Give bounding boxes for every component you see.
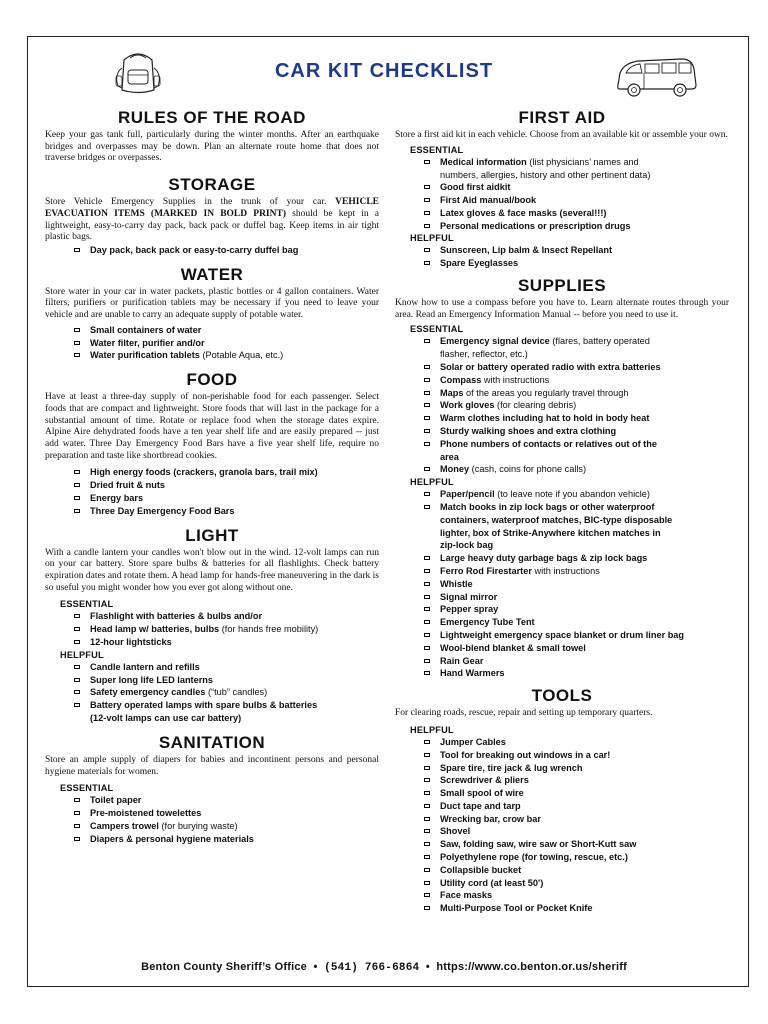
light-helpful-list — [45, 661, 379, 725]
checkbox-icon[interactable] — [424, 595, 430, 599]
checkbox-icon[interactable] — [74, 837, 80, 841]
list-item: Lightweight emergency space blanket or drum liner bag — [395, 629, 729, 642]
list-item: Energy bars — [45, 492, 379, 505]
essential-label: ESSENTIAL — [60, 599, 114, 610]
checkbox-icon[interactable] — [74, 640, 80, 644]
checkbox-icon[interactable] — [424, 416, 430, 420]
checkbox-icon[interactable] — [74, 341, 80, 345]
checkbox-icon[interactable] — [74, 509, 80, 513]
list-item-continuation: (12-volt lamps can use car battery) — [90, 713, 242, 724]
checkbox-icon[interactable] — [424, 505, 430, 509]
list-item: Rain Gear — [395, 655, 729, 668]
list-item: Face masks — [395, 889, 729, 902]
list-item: Water filter, purifier and/or — [45, 337, 379, 350]
checkbox-icon[interactable] — [424, 442, 430, 446]
list-item: Money (cash, coins for phone calls) — [395, 463, 729, 476]
list-item: Whistle — [395, 578, 729, 591]
checkbox-icon[interactable] — [424, 365, 430, 369]
section-heading-supplies: SUPPLIES — [517, 276, 607, 296]
checkbox-icon[interactable] — [424, 160, 430, 164]
list-item: Diapers & personal hygiene materials — [45, 833, 379, 846]
list-item: Super long life LED lanterns — [45, 674, 379, 687]
section-heading-light: LIGHT — [185, 525, 239, 545]
list-item: Spare tire, tire jack & lug wrench — [395, 762, 729, 775]
checkbox-icon[interactable] — [74, 483, 80, 487]
checkbox-icon[interactable] — [424, 817, 430, 821]
checkbox-icon[interactable] — [424, 842, 430, 846]
checkbox-icon[interactable] — [74, 678, 80, 682]
list-item: Dried fruit & nuts — [45, 479, 379, 492]
list-item: Small containers of water — [45, 324, 379, 337]
checkbox-icon[interactable] — [74, 665, 80, 669]
list-item: Wool-blend blanket & small towel — [395, 642, 729, 655]
helpful-label: HELPFUL — [410, 233, 454, 244]
checkbox-icon[interactable] — [424, 804, 430, 808]
list-item: Three Day Emergency Food Bars — [45, 505, 379, 518]
list-item: 12-hour lightsticks — [45, 636, 379, 649]
list-item: Good first aidkit — [395, 181, 729, 194]
checkbox-icon[interactable] — [74, 703, 80, 707]
list-item-continuation: zip-lock bag — [440, 540, 494, 551]
list-item: Utility cord (at least 50') — [395, 877, 729, 890]
supplies-essential-list — [395, 335, 729, 476]
list-item: Head lamp w/ batteries, bulbs (for hands free mobility) — [45, 623, 379, 636]
section-heading-food: FOOD — [186, 370, 238, 390]
checkbox-icon[interactable] — [74, 328, 80, 332]
list-item: Pepper spray — [395, 603, 729, 616]
checkbox-icon[interactable] — [74, 798, 80, 802]
checkbox-icon[interactable] — [74, 470, 80, 474]
section-heading-water: WATER — [180, 264, 244, 284]
essential-label: ESSENTIAL — [60, 783, 114, 794]
checkbox-icon[interactable] — [424, 659, 430, 663]
list-item: Paper/pencil (to leave note if you abandon vehicle) — [395, 488, 729, 501]
list-item: Day pack, back pack or easy-to-carry duffel bag — [45, 244, 379, 257]
list-item: Toilet paper — [45, 794, 379, 807]
list-item: Multi-Purpose Tool or Pocket Knife — [395, 902, 729, 915]
checkbox-icon[interactable] — [424, 740, 430, 744]
checkbox-icon[interactable] — [424, 646, 430, 650]
list-item: Match books in zip lock bags or other waterproof — [395, 501, 729, 514]
checkbox-icon[interactable] — [74, 353, 80, 357]
sanitation-text: Store an ample supply of diapers for babies and incontinent persons and personal hygiene materials for women. — [45, 754, 379, 777]
checkbox-icon[interactable] — [424, 403, 430, 407]
list-item: Maps of the areas you regularly travel through — [395, 387, 729, 400]
list-item: High energy foods (crackers, granola bars, trail mix) — [45, 466, 379, 479]
water-list — [45, 324, 379, 362]
list-item: Work gloves (for clearing debris) — [395, 399, 729, 412]
checkbox-icon[interactable] — [424, 185, 430, 189]
supplies-helpful-list — [395, 488, 729, 680]
footer — [0, 961, 768, 974]
checkbox-icon[interactable] — [424, 261, 430, 265]
list-item: Campers trowel (for burying waste) — [45, 820, 379, 833]
footer-phone[interactable]: (541) 766-6864 — [324, 962, 420, 974]
supplies-text: Know how to use a compass before you have to. Learn alternate routes through your area. Read an Emergency Information Manual -- before you need to use it. — [395, 298, 729, 320]
checkbox-icon[interactable] — [424, 753, 430, 757]
list-item: Screwdriver & pliers — [395, 774, 729, 787]
first-aid-essential-list — [395, 156, 729, 233]
list-item: Latex gloves & face masks (several!!!) — [395, 207, 729, 220]
footer-bullet: • — [425, 961, 430, 973]
list-item: Battery operated lamps with spare bulbs & batteries — [45, 699, 379, 712]
list-item: Spare Eyeglasses — [395, 257, 729, 270]
food-text: Have at least a three-day supply of non-perishable food for each passenger. Select foods that are compact and lightweight. Store foods that will last in the package for a substantial amount of time. Rotate or replace food when the storage dates expire. Alpine Aire dehydrated foods have a ten year shelf life and are easily prepared -- just add water. Three Day Emergency Food Bars have a five year shelf life, require no preparation and taste like shortbread cookies. — [45, 392, 379, 461]
list-item: Signal mirror — [395, 591, 729, 604]
checkbox-icon[interactable] — [424, 198, 430, 202]
list-item: Shovel — [395, 825, 729, 838]
checkbox-icon[interactable] — [424, 633, 430, 637]
section-heading-storage: STORAGE — [168, 175, 256, 195]
list-item-continuation: area — [440, 451, 459, 462]
light-text: With a candle lantern your candles won't blow out in the wind. 12-volt lamps can run on your car battery. Store spare bulbs & batteries for all flashlights. Check battery expiration dates and rotate them. A head lamp for hands-free maneuvering in the dark is so useful you might wonder how you ever got along without one. — [45, 547, 379, 593]
list-item: Solar or battery operated radio with extra batteries — [395, 361, 729, 374]
helpful-label: HELPFUL — [410, 477, 454, 488]
helpful-label: HELPFUL — [410, 724, 454, 735]
checkbox-icon[interactable] — [74, 690, 80, 694]
list-item: Jumper Cables — [395, 736, 729, 749]
list-item: Hand Warmers — [395, 667, 729, 680]
list-item: Emergency Tube Tent — [395, 616, 729, 629]
list-item: Ferro Rod Firestarter with instructions — [395, 565, 729, 578]
checkbox-icon[interactable] — [74, 824, 80, 828]
checkbox-icon[interactable] — [424, 829, 430, 833]
right-column — [395, 108, 729, 915]
list-item: Flashlight with batteries & bulbs and/or — [45, 610, 379, 623]
checkbox-icon[interactable] — [424, 429, 430, 433]
page-title: CAR KIT CHECKLIST — [274, 60, 494, 82]
tools-helpful-list — [395, 736, 729, 915]
list-item: Tool for breaking out windows in a car! — [395, 749, 729, 762]
section-heading-tools: TOOLS — [531, 686, 593, 706]
checkbox-icon[interactable] — [424, 620, 430, 624]
checkbox-icon[interactable] — [424, 671, 430, 675]
list-item: Sunscreen, Lip balm & Insect Repellant — [395, 244, 729, 257]
checkbox-icon[interactable] — [74, 496, 80, 500]
checkbox-icon[interactable] — [424, 391, 430, 395]
storage-list — [45, 244, 379, 257]
list-item: Large heavy duty garbage bags & zip lock bags — [395, 552, 729, 565]
footer-url[interactable]: https://www.co.benton.or.us/sheriff — [436, 961, 627, 973]
checkbox-icon[interactable] — [424, 766, 430, 770]
section-heading-first-aid: FIRST AID — [518, 108, 606, 127]
checkbox-icon[interactable] — [424, 881, 430, 885]
checkbox-icon[interactable] — [74, 614, 80, 618]
list-item: Wrecking bar, crow bar — [395, 813, 729, 826]
list-item: Emergency signal device (flares, battery operated — [395, 335, 729, 348]
checkbox-icon[interactable] — [74, 811, 80, 815]
list-item: Medical information (list physicians’ names and — [395, 156, 729, 169]
tools-text: For clearing roads, rescue, repair and setting up temporary quarters. — [395, 708, 653, 719]
list-item: Collapsible bucket — [395, 864, 729, 877]
list-item: Warm clothes including hat to hold in body heat — [395, 412, 729, 425]
essential-label: ESSENTIAL — [410, 324, 464, 335]
list-item: Duct tape and tarp — [395, 800, 729, 813]
checkbox-icon[interactable] — [424, 791, 430, 795]
light-essential-list — [45, 610, 379, 648]
list-item-continuation: numbers, allergies, history and other pertinent data) — [440, 169, 651, 180]
checkbox-icon[interactable] — [424, 569, 430, 573]
section-heading-sanitation: SANITATION — [158, 732, 266, 752]
checkbox-icon[interactable] — [74, 627, 80, 631]
checkbox-icon[interactable] — [424, 868, 430, 872]
checkbox-icon[interactable] — [424, 582, 430, 586]
checkbox-icon[interactable] — [74, 248, 80, 252]
list-item: Small spool of wire — [395, 787, 729, 800]
storage-text: Store Vehicle Emergency Supplies in the trunk of your car. VEHICLE EVACUATION ITEMS (MARKED IN BOLD PRINT) should be kept in a lightweight, easy-to-carry day pack, back pack or duffel bag. Keep items in air tight plastic bags. — [45, 197, 379, 243]
rules-text: Keep your gas tank full, particularly during the winter months. After an earthquake bridges and overpasses may be down. Plan an alternate route home that does not traverse bridges or overpasses. — [45, 130, 379, 164]
checkbox-icon[interactable] — [424, 906, 430, 910]
checkbox-icon[interactable] — [424, 893, 430, 897]
checkbox-icon[interactable] — [424, 224, 430, 228]
helpful-label: HELPFUL — [60, 649, 104, 660]
list-item-continuation: flasher, reflector, etc.) — [440, 349, 528, 360]
left-column — [45, 108, 379, 845]
checkbox-icon[interactable] — [424, 855, 430, 859]
water-text: Store water in your car in water packets, plastic bottles or 4 gallon containers. Water filters, purifiers or purification tablets may be necessary if you need to leave your vehicle and are unable to carry an adequate supply of potable water. — [45, 286, 379, 321]
list-item: Phone numbers of contacts or relatives out of the — [395, 438, 729, 451]
first-aid-text: Store a first aid kit in each vehicle. Choose from an available kit or assemble your own. — [395, 130, 728, 140]
list-item: Compass with instructions — [395, 374, 729, 387]
list-item: First Aid manual/book — [395, 194, 729, 207]
checkbox-icon[interactable] — [424, 211, 430, 215]
list-item: Safety emergency candles (“tub” candles) — [45, 686, 379, 699]
checkbox-icon[interactable] — [424, 607, 430, 611]
checkbox-icon[interactable] — [424, 339, 430, 343]
checkbox-icon[interactable] — [424, 778, 430, 782]
checkbox-icon[interactable] — [424, 556, 430, 560]
list-item: Water purification tablets (Potable Aqua, etc.) — [45, 349, 379, 362]
sanitation-list — [45, 794, 379, 845]
section-heading-rules: RULES OF THE ROAD — [118, 108, 306, 127]
list-item: Pre-moistened towelettes — [45, 807, 379, 820]
list-item: Personal medications or prescription drugs — [395, 220, 729, 233]
first-aid-helpful-list — [395, 244, 729, 270]
checkbox-icon[interactable] — [424, 248, 430, 252]
list-item: Candle lantern and refills — [45, 661, 379, 674]
list-item: Saw, folding saw, wire saw or Short-Kutt saw — [395, 838, 729, 851]
footer-bullet: • — [313, 961, 318, 973]
checkbox-icon[interactable] — [424, 492, 430, 496]
essential-label: ESSENTIAL — [410, 144, 464, 155]
list-item: Sturdy walking shoes and extra clothing — [395, 425, 729, 438]
checkbox-icon[interactable] — [424, 467, 430, 471]
footer-office: Benton County Sheriff’s Office — [141, 961, 307, 973]
list-item: Polyethylene rope (for towing, rescue, etc.) — [395, 851, 729, 864]
checkbox-icon[interactable] — [424, 378, 430, 382]
list-item-continuation: containers, waterproof matches, BIC-type disposable — [440, 514, 673, 525]
list-item-continuation: lighter, box of Strike-Anywhere kitchen matches in — [440, 527, 661, 538]
van-icon — [612, 55, 700, 101]
food-list — [45, 466, 379, 517]
